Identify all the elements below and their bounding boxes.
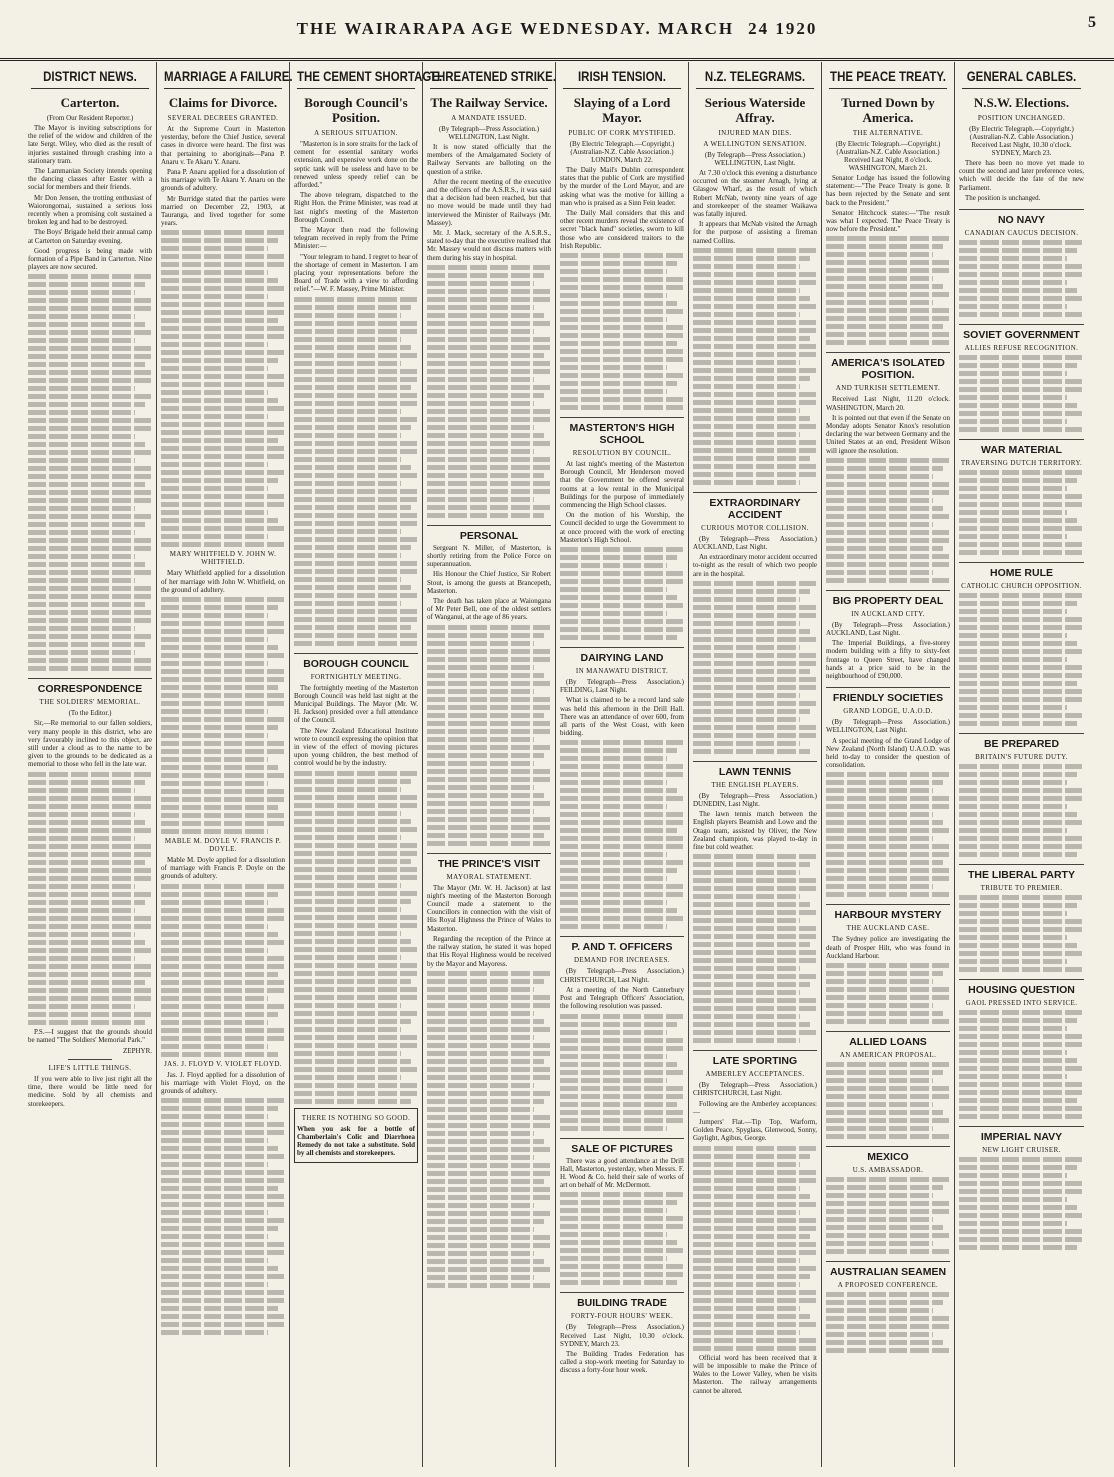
paragraph: (By Telegraph—Press Association.) AUCKLAND, Last Night. — [826, 620, 950, 638]
section-subheading: GRAND LODGE, U.A.O.D. — [843, 707, 933, 716]
section-heading: THE PRINCE'S VISIT — [427, 853, 551, 870]
issue-date: 24 1920 — [748, 19, 818, 38]
text-block — [959, 470, 1084, 555]
ad-title: LIFE'S LITTLE THINGS. — [48, 1064, 132, 1073]
text-block — [959, 895, 1084, 972]
headline: THREATENED STRIKE. — [430, 68, 548, 89]
section-heading: HARBOUR MYSTERY — [826, 904, 950, 921]
section-heading: AUSTRALIAN SEAMEN — [826, 1261, 950, 1278]
column-peace-treaty — [822, 62, 955, 1467]
paragraph: The Imperial Buildings, a five-storey modern building with a fifty to sixty-feet frontage to Queen Street, have changed hands at a price said to be in the neighbourhood of £90,000. — [826, 639, 950, 681]
subheadline: Carterton. — [60, 95, 120, 110]
text-block — [959, 1010, 1084, 1119]
paragraph: The Daily Mail considers that this and other recent murders reveal the existence of secret "black hand" societies, sworn to kill those who are considered traitors to the Irish Republic. — [560, 209, 684, 250]
section-note: (To the Editor.) — [68, 709, 112, 718]
section-heading: HOUSING QUESTION — [959, 979, 1084, 996]
paragraph: At a meeting of the North Canterbury Post and Telegraph Officers' Association, the following resolution was passed. — [560, 985, 684, 1011]
text-block — [826, 236, 950, 345]
paragraph: Senator Lodge has issued the following statement:—"The Peace Treaty is gone. It has been rejected by the Senate and sent back to the President." — [826, 174, 950, 207]
section-heading: HOME RULE — [959, 562, 1084, 579]
text-block — [693, 1146, 817, 1351]
ad-title: THERE IS NOTHING SO GOOD. — [301, 1113, 411, 1122]
text-block — [826, 772, 950, 897]
ad-text: If you were able to live just right all the time, there would be little need for medicine. Sold by all chemists and storekeepers. — [28, 1075, 152, 1108]
column-cement-shortage — [290, 62, 443, 1467]
text-block — [161, 230, 285, 547]
subheadline: Borough Council's Position. — [304, 95, 408, 125]
dateline: (By Electric Telegraph.—Copyright.) (Australian-N.Z. Cable Association.) LONDON, March 22. — [569, 140, 675, 164]
paragraph: (By Telegraph—Press Association.) CHRISTCHURCH, Last Night. — [693, 1081, 817, 1098]
kicker: THE ALTERNATIVE. — [852, 129, 924, 137]
paragraph: (By Telegraph—Press Association.) Received Last Night, 10.30 o'clock. SYDNEY, March 23. — [560, 1323, 684, 1348]
paragraph: Following are the Amberley acceptances:— — [693, 1099, 817, 1116]
paragraph: The above telegram, dispatched to the Right Hon. the Prime Minister, was read at last night's meeting of the Masterton Borough Council. — [294, 191, 418, 224]
paragraph: (By Telegraph—Press Association.) AUCKLAND, Last Night. — [693, 534, 817, 552]
text-block — [28, 274, 152, 671]
text-block — [959, 593, 1084, 726]
paragraph: Official word has been received that it will be impossible to make the Prince of Wales to the Lower Valley, when he visits Masterton. The railway arrangements cannot be altered. — [693, 1353, 817, 1395]
dateline: (By Telegraph—Press Association.) WELLINGTON, Last Night. — [438, 125, 540, 141]
section-subheading: THE SOLDIERS' MEMORIAL. — [39, 698, 141, 707]
paragraph: The Mayor is inviting subscriptions for the relief of the widow and children of the late Sergt. Wiley, who died as the result of injuries sustained through crashing into a stationary tram. — [28, 124, 152, 165]
masthead — [0, 0, 1114, 61]
paragraph: Jas. J. Floyd applied for a dissolution of his marriage with Violet Floyd, on the grounds of adultery. — [161, 1070, 285, 1096]
section-heading: P. AND T. OFFICERS — [560, 936, 684, 953]
dateline: (By Electric Telegraph.—Copyright.) (Australian-N.Z. Cable Association.) Received Last Night, 10.30 o'clock. SYDNEY, March 23. — [969, 125, 1074, 157]
section-subheading: MAYORAL STATEMENT. — [446, 872, 532, 881]
kicker: PUBLIC OF CORK MYSTIFIED. — [568, 129, 676, 137]
headline: THE PEACE TREATY. — [829, 68, 947, 89]
text-block — [560, 1192, 684, 1285]
paragraph: Mr Burridge stated that the parties were married on December 22, 1903, at Tauranga, and lived together for some years. — [161, 194, 285, 228]
paragraph: The Lammanian Society intends opening the dancing classes after Easter with a social for members and their friends. — [28, 167, 152, 192]
text-block — [161, 1098, 285, 1335]
paragraph: The fortnightly meeting of the Masterton Borough Council was held last night at the Municipal Buildings. The Mayor (Mr. W. H. Jackson) presided over a full attendance of the Council. — [294, 683, 418, 725]
paragraph: Regarding the reception of the Prince at the railway station, he stated it was hoped that His Royal Highness would be received by the Mayor and Mayoress. — [427, 934, 551, 968]
section-subheading: TRAVERSING DUTCH TERRITORY. — [960, 459, 1083, 468]
section-subheading: IN AUCKLAND CITY. — [851, 609, 925, 618]
headline: GENERAL CABLES. — [962, 68, 1081, 89]
section-heading: EXTRAORDINARY ACCIDENT — [693, 492, 817, 521]
paragraph: The lawn tennis match between the English players Beamish and Lowe and the Otago team, assisted by Oliver, the New Zealand champion, was played to-day in fine but cold weather. — [693, 810, 817, 852]
paragraph: After the recent meeting of the executive and the officers of the A.S.R.S., it was said that a decision had been reached, but that no move would be made until they had interviewed the Minister of Railways (Mr. Massey). — [427, 177, 551, 227]
text-block — [560, 1014, 684, 1131]
section-subheading: AND TURKISH SETTLEMENT. — [835, 384, 941, 393]
paragraph: Mr. J. Mack, secretary of the A.S.R.S., stated to-day that the executive realised that Mr. Massey would not discuss matters with them during his stay in hospital. — [427, 229, 551, 262]
case-heading: MABLE M. DOYLE V. FRANCIS P. DOYLE. — [164, 837, 282, 854]
column-marriage-failure — [157, 62, 293, 1467]
section-heading: FRIENDLY SOCIETIES — [826, 687, 950, 704]
kicker: A MANDATE ISSUED. — [451, 114, 527, 122]
paragraph: Mable M. Doyle applied for a dissolution of marriage with Francis P. Doyle on the grounds of adultery. — [161, 856, 285, 881]
section-subheading: FORTNIGHTLY MEETING. — [310, 672, 402, 681]
section-heading: LATE SPORTING — [693, 1050, 817, 1067]
section-subheading: RESOLUTION BY COUNCIL. — [572, 449, 672, 458]
paragraph: P.S.—I suggest that the grounds should be named "The Soldiers' Memorial Park." — [28, 1027, 152, 1044]
paragraph: Sir,—Re memorial to our fallen soldiers, very many people in this district, who are very favourably inclined to this object, are still under a cloud as to the name to be given to the grounds to be dedicated as a memorial to those who fell in the late war. — [28, 719, 152, 769]
paragraph: What is claimed to be a record land sale was held this afternoon in the Drill Hall. There was an attendance of over 600, from all parts of the West Coast, with keen bidding. — [560, 696, 684, 738]
text-block — [826, 1177, 950, 1254]
kicker: SEVERAL DECREES GRANTED. — [167, 114, 279, 122]
section-heading: DAIRYING LAND — [560, 647, 684, 664]
subheadline: The Railway Service. — [430, 95, 548, 110]
section-subheading: THE ENGLISH PLAYERS. — [711, 780, 799, 789]
text-block — [693, 248, 817, 485]
paragraph: Sergeant N. Miller, of Masterton, is shortly retiring from the Police Force on superannuation. — [427, 543, 551, 569]
headline: IRISH TENSION. — [563, 68, 681, 89]
section-heading: PERSONAL — [427, 525, 551, 542]
text-block — [959, 355, 1084, 432]
advertisement — [294, 1108, 418, 1163]
paragraph: The Building Trades Federation has called a stop-work meeting for Saturday to discuss a forty-four hour week. — [560, 1349, 684, 1375]
section-subheading: CANADIAN CAUCUS DECISION. — [964, 229, 1079, 238]
page-number: 5 — [1088, 14, 1096, 31]
column-irish-tension — [556, 62, 689, 1467]
section-heading: MEXICO — [826, 1146, 950, 1163]
text-block — [427, 971, 551, 1288]
kicker: A SERIOUS SITUATION. — [314, 129, 398, 137]
paragraph: Received Last Night, 11.20 o'clock. WASHINGTON, March 20. — [826, 395, 950, 412]
paragraph: At 7.30 o'clock this evening a disturbance occurred on the steamer Arnagh, lying at Glasgow Wharf, as the result of which Robert McNab, twenty nine years of age and storekeeper of the steamer Waikawa was fatally injured. — [693, 169, 817, 219]
paragraph: (By Telegraph—Press Association.) CHRISTCHURCH, Last Night. — [560, 967, 684, 984]
paragraph: A special meeting of the Grand Lodge of New Zealand (North Island) U.A.O.D. was held to-day to consider the question of consolidation. — [826, 736, 950, 770]
headline: THE CEMENT SHORTAGE. — [297, 68, 415, 89]
paragraph: On the motion of his Worship, the Council decided to urge the Government to at once proceed with the work of erecting Masterton's High School. — [560, 511, 684, 544]
section-heading: BIG PROPERTY DEAL — [826, 590, 950, 607]
text-block — [826, 1062, 950, 1139]
section-subheading: THE AUCKLAND CASE. — [846, 924, 930, 933]
paragraph: The Sydney police are investigating the death of Prosper Hilt, who was found in Auckland Harbour. — [826, 935, 950, 960]
section-heading: CORRESPONDENCE — [28, 678, 152, 695]
paragraph: (By Telegraph—Press Association.) WELLINGTON, Last Night. — [826, 718, 950, 735]
paragraph: It is now stated officially that the members of the Amalgamated Society of Railway Servants are balloting on the question of a strike. — [427, 143, 551, 176]
text-block — [693, 581, 817, 754]
dateline: (By Telegraph—Press Association.) WELLINGTON, Last Night. — [704, 151, 806, 167]
section-heading: NO NAVY — [959, 209, 1084, 226]
paragraph: There has been no move yet made to count the second and later preference votes, which will decide the fate of the new Parliament. — [959, 159, 1084, 192]
paragraph: "Masterton is in sore straits for the lack of cement for essential sanitary works extension, and expensive work done on the septic tank will be useless and have to be renewed unless speedy relief can be afforded." — [294, 140, 418, 190]
section-subheading: CURIOUS MOTOR COLLISION. — [701, 523, 809, 532]
column-threatened-strike — [423, 62, 556, 1467]
section-heading: AMERICA'S ISOLATED POSITION. — [826, 352, 950, 381]
paragraph: The position is unchanged. — [965, 193, 1041, 202]
paragraph: "Your telegram to hand. I regret to hear of the shortage of cement in Masterton. I am placing your representations before the Board of Trade with a view to affording relief."—W. F. Massey, Prime Minister. — [294, 252, 418, 294]
section-subheading: A PROPOSED CONFERENCE. — [837, 1281, 939, 1290]
text-block — [826, 1292, 950, 1353]
text-block — [294, 771, 418, 1104]
column-nz-telegrams — [689, 62, 822, 1467]
paragraph: Jumpers' Flat.—Tip Top, Warform, Golden Peace, Spyglass, Glenwood, Sonny, Gaylight, Agibus, George. — [693, 1118, 817, 1143]
paragraph: Good progress is being made with formation of a Pipe Band in Carterton. Nine players are now secured. — [28, 246, 152, 272]
section-subheading: TRIBUTE TO PREMIER. — [980, 884, 1063, 893]
paragraph: The Daily Mail's Dublin correspondent states that the public of Cork are mystified by the murder of the Lord Mayor, and are asking what was the motive for killing a man who is praised as a Sinn Fein leader. — [560, 166, 684, 207]
section-subheading: NEW LIGHT CRUISER. — [982, 1146, 1061, 1155]
text-block — [826, 963, 950, 1024]
subheadline: Claims for Divorce. — [168, 95, 278, 110]
section-subheading: DEMAND FOR INCREASES. — [573, 956, 671, 965]
subheadline: Serious Waterside Affray. — [704, 95, 806, 125]
kicker: INJURED MAN DIES. — [718, 129, 792, 137]
section-heading: BOROUGH COUNCIL — [294, 653, 418, 670]
text-block — [427, 625, 551, 846]
text-block — [560, 547, 684, 640]
section-heading: IMPERIAL NAVY — [959, 1126, 1084, 1143]
section-subheading: BRITAIN'S FUTURE DUTY. — [975, 753, 1068, 762]
section-heading: MASTERTON'S HIGH SCHOOL — [560, 417, 684, 446]
paragraph: An extraordinary motor accident occurred to-night as the result of which two people are in the hospital. — [693, 553, 817, 578]
section-heading: THE LIBERAL PARTY — [959, 864, 1084, 881]
kicker: POSITION UNCHANGED. — [977, 114, 1066, 122]
text-block — [294, 297, 418, 646]
section-heading: BUILDING TRADE — [560, 1292, 684, 1309]
text-block — [693, 854, 817, 1043]
paragraph: It appears that McNab visited the Arnagh for the purpose of assisting a fireman named Collins. — [693, 220, 817, 245]
paragraph: It is pointed out that even if the Senate on Monday adopts Senator Knox's resolution declaring the war between Germany and the United States at an end, President Wilson will ignore the resolution. — [826, 413, 950, 455]
text-block — [959, 1157, 1084, 1250]
text-block — [560, 253, 684, 410]
text-block — [560, 740, 684, 929]
paragraph: (By Telegraph—Press Association.) FEILDING, Last Night. — [560, 678, 684, 695]
text-block — [161, 597, 285, 834]
section-subheading: IN MANAWATU DISTRICT. — [575, 667, 669, 676]
text-block — [161, 884, 285, 1057]
paragraph: Mary Whitfield applied for a dissolution of her marriage with John W. Whitfield, on the ground of adultery. — [161, 569, 285, 594]
paragraph: Pana P. Anaru applied for a dissolution of his marriage with Te Akaru Y. Anaru on the grounds of adultery. — [161, 168, 285, 193]
subheadline: N.S.W. Elections. — [973, 95, 1070, 110]
section-subheading: U.S. AMBASSADOR. — [852, 1166, 924, 1175]
section-heading: LAWN TENNIS — [693, 761, 817, 778]
dateline: (By Electric Telegraph.—Copyright.) (Australian-N.Z. Cable Association.) Received Last Night, 8 o'clock. WASHINGTON, March 21. — [835, 140, 941, 172]
column-district-news — [24, 62, 157, 1467]
headline: N.Z. TELEGRAMS. — [696, 68, 814, 89]
section-heading: ALLIED LOANS — [826, 1031, 950, 1048]
news-columns — [24, 62, 1098, 1467]
paragraph: The Boys' Brigade held their annual camp at Carterton on Saturday evening. — [28, 228, 152, 245]
paragraph: The New Zealand Educational Institute wrote to council expressing the opinion that in view of the effect of moving pictures upon young children, the best method of control would be by the industry. — [294, 726, 418, 768]
signoff: ZEPHYR. — [123, 1047, 152, 1056]
paragraph: There was a good attendance at the Drill Hall, Masterton, yesterday, when Messrs. F. H. Wood & Co. held their sale of works of art on behalf of Mr. McDermott. — [560, 1156, 684, 1190]
section-subheading: AMBERLEY ACCEPTANCES. — [705, 1070, 805, 1079]
paragraph: Mr Don Jensen, the trotting enthusiast of Waiorongomai, sustained a serious loss recently when a promising colt sustained a broken leg and had to be destroyed. — [28, 193, 152, 227]
section-subheading: A WELLINGTON SENSATION. — [703, 140, 807, 148]
paragraph: The Mayor then read the following telegram received in reply from the Prime Minister:— — [294, 226, 418, 251]
text-block — [959, 240, 1084, 317]
ad-text: When you ask for a bottle of Chamberlain's Colic and Diarrhoea Remedy do not take a substitute. Sold by all chemists and storekeepers. — [297, 1124, 415, 1158]
section-heading: WAR MATERIAL — [959, 439, 1084, 456]
subheadline: Turned Down by America. — [841, 95, 935, 125]
case-heading: MARY WHITFIELD V. JOHN W. WHITFIELD. — [169, 550, 277, 567]
paragraph: The Mayor (Mr. W. H. Jackson) at last night's meeting of the Masterton Borough Council made a statement to the Councillors in connection with the visit of His Royal Highness the Prince of Wales to Masterton. — [427, 883, 551, 933]
text-block — [826, 458, 950, 583]
section-subheading: ALLIES REFUSE RECOGNITION. — [964, 344, 1079, 353]
text-block — [427, 265, 551, 518]
paragraph: The death has taken place at Waiongana of Mr Peter Bell, one of the oldest settlers of Wanganui, at the age of 86 years. — [427, 597, 551, 622]
paragraph: His Honour the Chief Justice, Sir Robert Stout, is among the guests at Brancepeth, Masterton. — [427, 570, 551, 595]
text-block — [959, 764, 1084, 857]
case-heading: JAS. J. FLOYD V. VIOLET FLOYD. — [164, 1059, 282, 1068]
column-general-cables — [955, 62, 1088, 1467]
paragraph: Senator Hitchcock states:—"The result was what I expected. The Peace Treaty is now before the President." — [826, 208, 950, 234]
text-block — [28, 772, 152, 1025]
section-subheading: AN AMERICAN PROPOSAL. — [839, 1051, 937, 1060]
paragraph: At last night's meeting of the Masterton Borough Council, Mr Henderson moved that the Government be offered several rooms at a low rental in the Municipal Buildings for the purpose of immediately commencing the High School classes. — [560, 460, 684, 510]
section-subheading: GAOL PRESSED INTO SERVICE. — [965, 999, 1078, 1008]
headline: MARRIAGE A FAILURE. — [164, 68, 282, 89]
section-subheading: FORTY-FOUR HOURS' WEEK. — [570, 1312, 674, 1321]
section-heading: SALE OF PICTURES — [560, 1138, 684, 1155]
section-subheading: CATHOLIC CHURCH OPPOSITION. — [961, 582, 1082, 591]
paragraph: At the Supreme Court in Masterton yesterday, before the Chief Justice, several cases in divorce were heard. The first was that pertaining to aboriginals—Pana P. Anaru v. Te Akaru Y. Anaru. — [161, 125, 285, 166]
headline: DISTRICT NEWS. — [31, 68, 149, 89]
paragraph: (By Telegraph—Press Association.) DUNEDIN, Last Night. — [693, 791, 817, 809]
divider — [68, 1059, 112, 1060]
subheadline: Slaying of a Lord Mayor. — [573, 95, 671, 125]
byline: (From Our Resident Reporter.) — [46, 114, 134, 122]
section-heading: BE PREPARED — [959, 733, 1084, 750]
newspaper-title: THE WAIRARAPA AGE WEDNESDAY. MARCH — [296, 19, 735, 38]
section-heading: SOVIET GOVERNMENT — [959, 324, 1084, 341]
